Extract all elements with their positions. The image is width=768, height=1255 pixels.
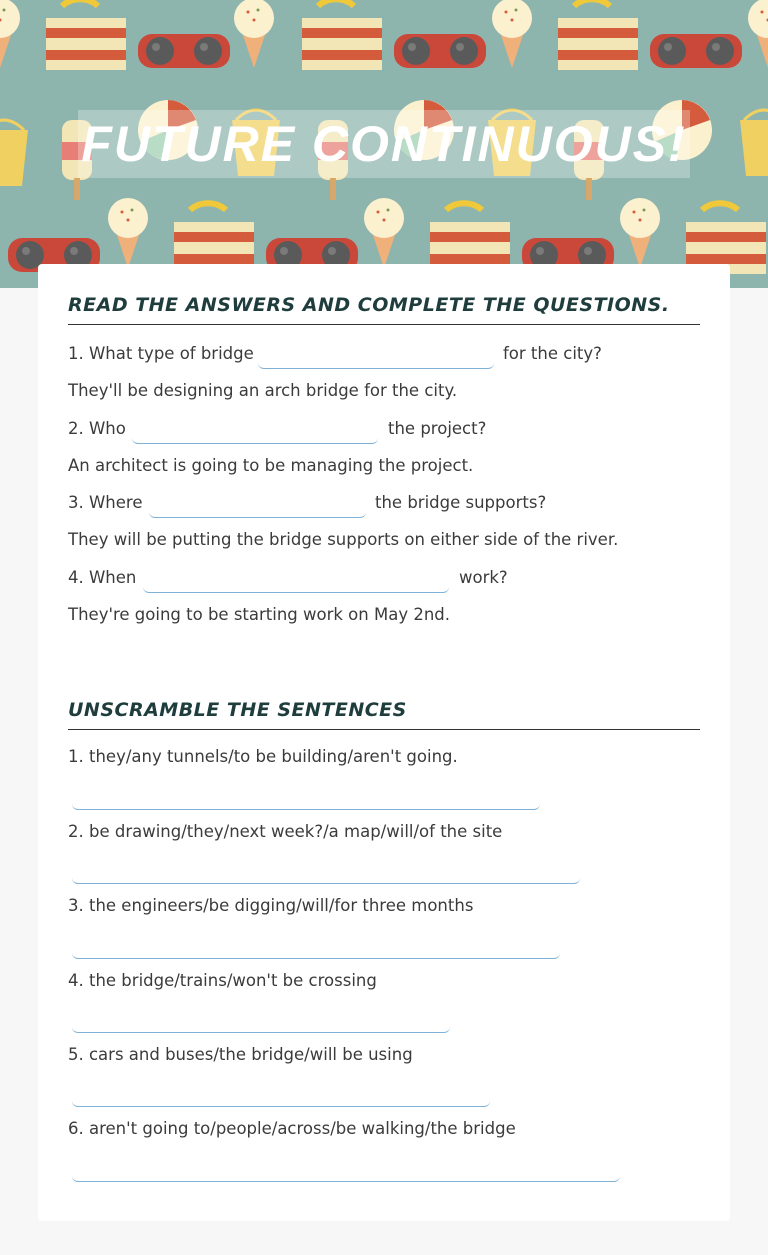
question-2-start: 2. Who <box>68 419 126 438</box>
answer-1: They'll be designing an arch bridge for the city. <box>68 381 458 400</box>
answer-field-6[interactable] <box>72 1163 620 1182</box>
answer-3: They will be putting the bridge supports on either side of the river. <box>68 530 619 549</box>
answer-field-3[interactable] <box>72 940 560 959</box>
scramble-6: 6. aren't going to/people/across/be walking/the bridge <box>68 1119 516 1138</box>
answer-2: An architect is going to be managing the project. <box>68 456 474 475</box>
answer-field-4[interactable] <box>72 1014 450 1033</box>
answer-field-5[interactable] <box>72 1088 490 1107</box>
question-3-end: the bridge supports? <box>375 493 547 512</box>
section-heading-unscramble: UNSCRAMBLE THE SENTENCES <box>68 699 700 730</box>
question-3-start: 3. Where <box>68 493 143 512</box>
section-heading-complete-questions: READ THE ANSWERS AND COMPLETE THE QUESTIONS. <box>68 294 700 325</box>
title-panel <box>78 110 690 178</box>
question-1-blank[interactable] <box>258 348 494 369</box>
question-4-end: work? <box>459 568 508 587</box>
question-1-end: for the city? <box>503 344 602 363</box>
question-3-blank[interactable] <box>149 497 366 518</box>
question-1-start: 1. What type of bridge <box>68 344 254 363</box>
question-2-end: the project? <box>388 419 487 438</box>
answer-field-2[interactable] <box>72 865 580 884</box>
scramble-2: 2. be drawing/they/next week?/a map/will/of the site <box>68 822 503 841</box>
worksheet-card <box>38 264 730 1221</box>
scramble-5: 5. cars and buses/the bridge/will be using <box>68 1045 413 1064</box>
scramble-3: 3. the engineers/be digging/will/for three months <box>68 896 474 915</box>
answer-4: They're going to be starting work on May 2nd. <box>68 605 451 624</box>
answer-field-1[interactable] <box>72 791 540 810</box>
question-2-blank[interactable] <box>132 423 378 444</box>
scramble-1: 1. they/any tunnels/to be building/aren't going. <box>68 747 458 766</box>
scramble-4: 4. the bridge/trains/won't be crossing <box>68 971 377 990</box>
worksheet-title: FUTURE CONTINUOUS! <box>81 116 687 172</box>
question-4-blank[interactable] <box>143 572 449 593</box>
question-4-start: 4. When <box>68 568 137 587</box>
header-banner <box>0 0 768 288</box>
